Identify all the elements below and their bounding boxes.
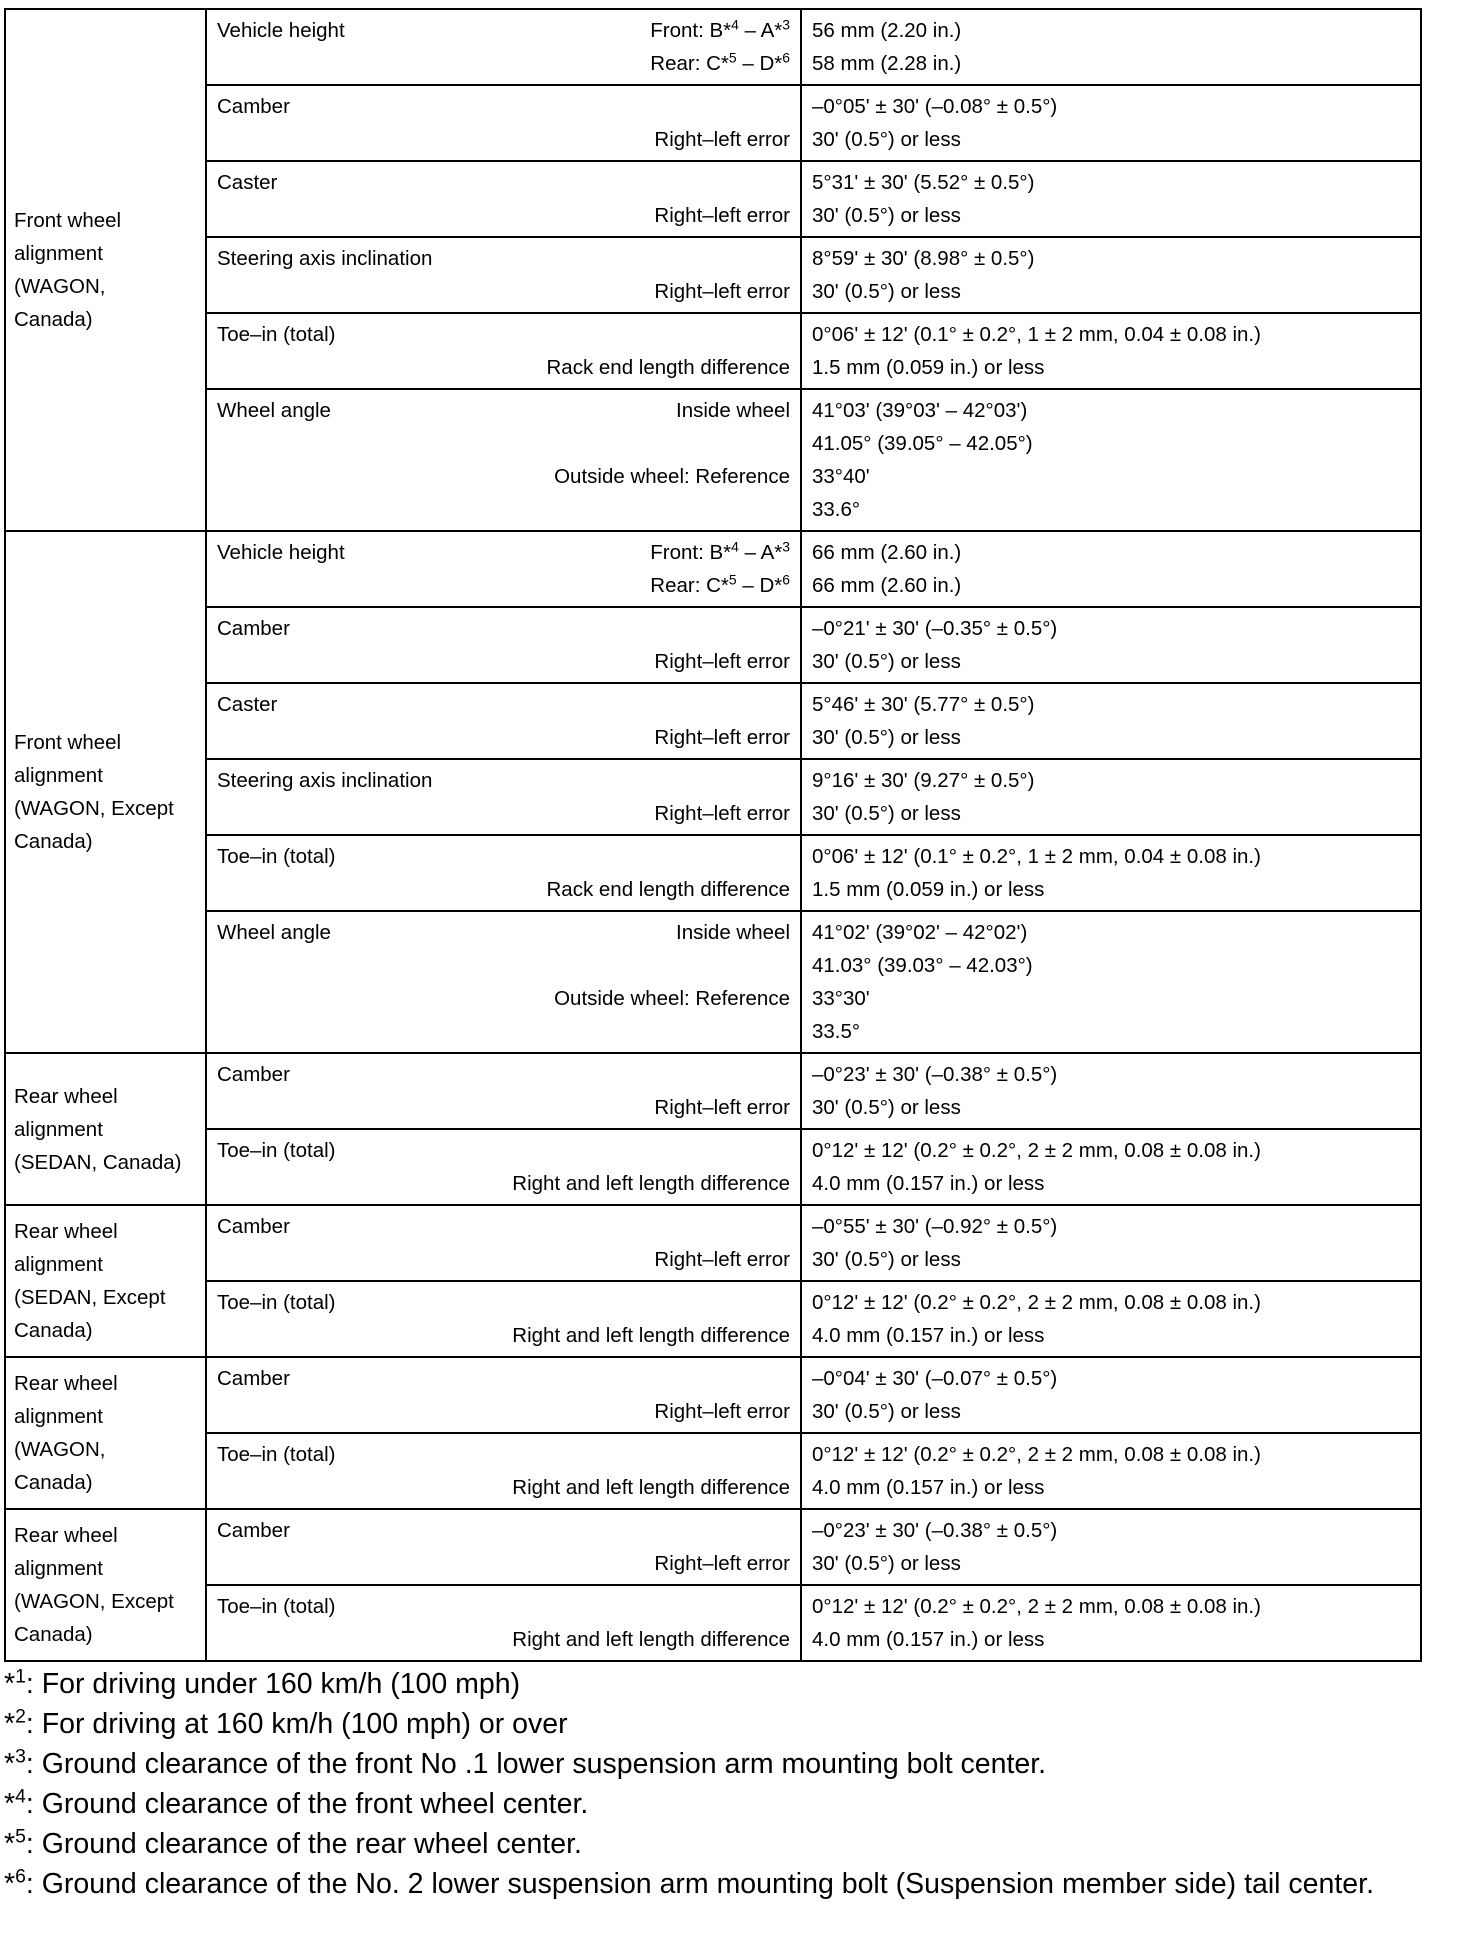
spec-item-label: Camber — [217, 1215, 290, 1238]
spec-value: 0°12' ± 12' (0.2° ± 0.2°, 2 ± 2 mm, 0.08 ± 0.08 in.) — [812, 1595, 1261, 1618]
spec-item-cell — [206, 683, 801, 759]
spec-item-line — [217, 1395, 790, 1428]
condition-text: – D* — [736, 574, 783, 597]
footnote — [4, 1664, 1374, 1704]
section-title: Front wheel alignment (WAGON, Except Canada) — [14, 731, 174, 853]
spec-item-condition: Inside wheel — [676, 921, 790, 944]
spec-item-label: Toe–in (total) — [217, 1139, 336, 1162]
spec-item-line — [217, 1243, 790, 1276]
spec-table-body — [5, 9, 1421, 1661]
spec-row — [5, 389, 1421, 531]
section-title-cell — [5, 1357, 206, 1509]
footnote-ref: 5 — [728, 49, 737, 66]
footnote-ref: 3 — [782, 538, 790, 555]
spec-value: 66 mm (2.60 in.) — [812, 541, 962, 564]
spec-value: 0°12' ± 12' (0.2° ± 0.2°, 2 ± 2 mm, 0.08 ± 0.08 in.) — [812, 1291, 1261, 1314]
spec-item-label: Toe–in (total) — [217, 1443, 336, 1466]
spec-row — [5, 237, 1421, 313]
spec-value-cell — [801, 161, 1421, 237]
spec-item-line — [217, 916, 790, 949]
spec-value: 30' (0.5°) or less — [812, 1552, 961, 1575]
footnote-mark: * — [4, 1708, 16, 1740]
spec-item-condition: Right and left length difference — [512, 1476, 790, 1499]
section-title: Rear wheel alignment (WAGON, Canada) — [14, 1372, 118, 1494]
spec-value: –0°23' ± 30' (–0.38° ± 0.5°) — [812, 1063, 1058, 1086]
spec-item-label: Wheel angle — [217, 399, 331, 422]
spec-value: 33.6° — [812, 498, 861, 521]
section-title: Rear wheel alignment (SEDAN, Except Canada) — [14, 1220, 166, 1342]
spec-item-label: Steering axis inclination — [217, 769, 433, 792]
spec-value-cell — [801, 607, 1421, 683]
footnote — [4, 1784, 1374, 1824]
spec-value-cell — [801, 759, 1421, 835]
spec-item-condition: Right and left length difference — [512, 1324, 790, 1347]
spec-value: 9°16' ± 30' (9.27° ± 0.5°) — [812, 769, 1035, 792]
spec-item-line — [217, 427, 790, 460]
spec-item-cell — [206, 759, 801, 835]
section-title: Front wheel alignment (WAGON, Canada) — [14, 209, 122, 331]
spec-item-condition: Rack end length difference — [546, 356, 790, 379]
spec-item-line — [217, 1286, 790, 1319]
spec-value-cell — [801, 1585, 1421, 1661]
footnote — [4, 1744, 1374, 1784]
spec-value: 1.5 mm (0.059 in.) or less — [812, 878, 1045, 901]
spec-item-label: Toe–in (total) — [217, 1595, 336, 1618]
spec-value: –0°05' ± 30' (–0.08° ± 0.5°) — [812, 95, 1058, 118]
spec-row — [5, 683, 1421, 759]
spec-row — [5, 161, 1421, 237]
footnote-text: : Ground clearance of the front No .1 lower suspension arm mounting bolt center. — [25, 1748, 1047, 1780]
footnote-ref: 6 — [782, 49, 790, 66]
spec-item-line — [217, 721, 790, 754]
spec-item-line — [217, 351, 790, 384]
spec-item-condition: Right–left error — [654, 1248, 790, 1271]
condition-text: Front: B* — [650, 19, 732, 42]
spec-item-line — [217, 645, 790, 678]
spec-value: 5°46' ± 30' (5.77° ± 0.5°) — [812, 693, 1035, 716]
spec-item-label: Toe–in (total) — [217, 1291, 336, 1314]
spec-item-label: Camber — [217, 95, 290, 118]
spec-item-condition: Right–left error — [654, 204, 790, 227]
spec-row — [5, 1281, 1421, 1357]
spec-row — [5, 1053, 1421, 1129]
footnote — [4, 1824, 1374, 1864]
spec-row — [5, 911, 1421, 1053]
spec-value-cell — [801, 1281, 1421, 1357]
spec-value: 30' (0.5°) or less — [812, 726, 961, 749]
footnote-ref: 6 — [782, 571, 790, 588]
spec-item-condition — [650, 14, 790, 47]
spec-value: 4.0 mm (0.157 in.) or less — [812, 1476, 1045, 1499]
spec-item-line — [217, 688, 790, 721]
spec-item-condition: Rack end length difference — [546, 878, 790, 901]
spec-item-line — [217, 764, 790, 797]
spec-row — [5, 759, 1421, 835]
condition-text: Rear: C* — [650, 574, 729, 597]
spec-item-label: Camber — [217, 1063, 290, 1086]
spec-item-line — [217, 318, 790, 351]
spec-item-cell — [206, 9, 801, 85]
section-title: Rear wheel alignment (SEDAN, Canada) — [14, 1084, 182, 1174]
spec-item-line — [217, 166, 790, 199]
spec-item-cell — [206, 1357, 801, 1433]
spec-value: 4.0 mm (0.157 in.) or less — [812, 1628, 1045, 1651]
spec-item-condition: Right–left error — [654, 128, 790, 151]
spec-item-line — [217, 90, 790, 123]
spec-value: 41°02' (39°02' – 42°02') — [812, 921, 1028, 944]
spec-item-label: Caster — [217, 171, 278, 194]
footnote-number: 5 — [15, 1825, 26, 1848]
spec-value-cell — [801, 9, 1421, 85]
spec-item-cell — [206, 85, 801, 161]
spec-item-line — [217, 797, 790, 830]
spec-value-cell — [801, 1357, 1421, 1433]
spec-value-cell — [801, 683, 1421, 759]
spec-item-condition: Right and left length difference — [512, 1172, 790, 1195]
spec-item-line — [217, 1590, 790, 1623]
spec-value: 30' (0.5°) or less — [812, 204, 961, 227]
footnote-text: : Ground clearance of the rear wheel center. — [25, 1828, 582, 1860]
spec-item-condition: Right and left length difference — [512, 1628, 790, 1651]
spec-item-label: Vehicle height — [217, 19, 345, 42]
spec-value: –0°04' ± 30' (–0.07° ± 0.5°) — [812, 1367, 1058, 1390]
spec-item-cell — [206, 607, 801, 683]
spec-value: 0°12' ± 12' (0.2° ± 0.2°, 2 ± 2 mm, 0.08 ± 0.08 in.) — [812, 1443, 1261, 1466]
spec-item-line — [217, 873, 790, 906]
footnote-mark: * — [4, 1788, 16, 1820]
spec-row — [5, 531, 1421, 607]
spec-item-line — [217, 1167, 790, 1200]
spec-value: 1.5 mm (0.059 in.) or less — [812, 356, 1045, 379]
spec-row — [5, 1129, 1421, 1205]
spec-item-cell — [206, 1433, 801, 1509]
spec-row — [5, 1509, 1421, 1585]
spec-item-label: Toe–in (total) — [217, 323, 336, 346]
spec-row — [5, 607, 1421, 683]
spec-item-condition: Right–left error — [654, 1552, 790, 1575]
footnote-mark: * — [4, 1868, 16, 1900]
spec-value: 33.5° — [812, 1020, 861, 1043]
spec-value: 56 mm (2.20 in.) — [812, 19, 962, 42]
spec-item-cell — [206, 161, 801, 237]
spec-value-cell — [801, 531, 1421, 607]
spec-row — [5, 835, 1421, 911]
spec-item-line — [217, 1362, 790, 1395]
spec-value: 0°12' ± 12' (0.2° ± 0.2°, 2 ± 2 mm, 0.08 ± 0.08 in.) — [812, 1139, 1261, 1162]
condition-text: – D* — [736, 52, 783, 75]
spec-value: 58 mm (2.28 in.) — [812, 52, 962, 75]
spec-item-line — [217, 1547, 790, 1580]
spec-item-condition: Outside wheel: Reference — [554, 987, 790, 1010]
spec-item-cell — [206, 1053, 801, 1129]
footnote-number: 2 — [15, 1705, 26, 1728]
spec-value: 33°40' — [812, 465, 870, 488]
section-title-cell — [5, 9, 206, 531]
spec-value: 41.05° (39.05° – 42.05°) — [812, 432, 1033, 455]
section-title-cell — [5, 531, 206, 1053]
spec-value: 0°06' ± 12' (0.1° ± 0.2°, 1 ± 2 mm, 0.04 ± 0.08 in.) — [812, 845, 1261, 868]
spec-row — [5, 85, 1421, 161]
condition-text: Front: B* — [650, 541, 732, 564]
spec-item-condition: Outside wheel: Reference — [554, 465, 790, 488]
spec-item-condition: Right–left error — [654, 802, 790, 825]
footnote-number: 3 — [15, 1745, 26, 1768]
spec-value: 30' (0.5°) or less — [812, 802, 961, 825]
spec-value-cell — [801, 389, 1421, 531]
spec-value: 30' (0.5°) or less — [812, 650, 961, 673]
spec-item-line — [217, 1134, 790, 1167]
spec-item-cell — [206, 1585, 801, 1661]
spec-item-cell — [206, 1129, 801, 1205]
spec-value: 5°31' ± 30' (5.52° ± 0.5°) — [812, 171, 1035, 194]
spec-item-line — [217, 123, 790, 156]
spec-item-line — [217, 1210, 790, 1243]
spec-item-line — [217, 14, 790, 47]
wheel-alignment-spec-table — [4, 8, 1422, 1662]
spec-item-cell — [206, 1281, 801, 1357]
spec-item-line — [217, 982, 790, 1015]
spec-value-cell — [801, 85, 1421, 161]
section-title-cell — [5, 1509, 206, 1661]
spec-item-label: Camber — [217, 1519, 290, 1542]
spec-item-cell — [206, 389, 801, 531]
spec-row — [5, 1585, 1421, 1661]
spec-item-line — [217, 1514, 790, 1547]
condition-text: – A* — [738, 541, 783, 564]
spec-row — [5, 9, 1421, 85]
spec-item-line — [217, 569, 790, 602]
footnote-text: : Ground clearance of the front wheel center. — [25, 1788, 589, 1820]
spec-row — [5, 1433, 1421, 1509]
spec-row — [5, 1357, 1421, 1433]
footnote-mark: * — [4, 1828, 16, 1860]
spec-value: 30' (0.5°) or less — [812, 280, 961, 303]
footnote-ref: 3 — [782, 16, 790, 33]
spec-item-line — [217, 460, 790, 493]
spec-item-line — [217, 493, 790, 526]
spec-value-cell — [801, 1053, 1421, 1129]
footnote — [4, 1864, 1374, 1904]
spec-item-line — [217, 1471, 790, 1504]
spec-value: 66 mm (2.60 in.) — [812, 574, 962, 597]
spec-value: 41°03' (39°03' – 42°03') — [812, 399, 1028, 422]
spec-item-label: Camber — [217, 617, 290, 640]
spec-value-cell — [801, 911, 1421, 1053]
condition-text: – A* — [738, 19, 783, 42]
spec-item-label: Camber — [217, 1367, 290, 1390]
footnote — [4, 1704, 1374, 1744]
spec-item-line — [217, 1058, 790, 1091]
spec-item-label: Steering axis inclination — [217, 247, 433, 270]
spec-row — [5, 1205, 1421, 1281]
spec-item-condition: Right–left error — [654, 726, 790, 749]
spec-value-cell — [801, 1129, 1421, 1205]
footnote-number: 1 — [15, 1665, 26, 1688]
spec-item-line — [217, 275, 790, 308]
spec-item-label: Toe–in (total) — [217, 845, 336, 868]
spec-value: 8°59' ± 30' (8.98° ± 0.5°) — [812, 247, 1035, 270]
spec-item-line — [217, 1091, 790, 1124]
spec-item-line — [217, 1319, 790, 1352]
spec-item-line — [217, 1623, 790, 1656]
footnote-mark: * — [4, 1668, 16, 1700]
spec-item-line — [217, 949, 790, 982]
spec-item-line — [217, 1438, 790, 1471]
spec-item-label: Wheel angle — [217, 921, 331, 944]
spec-item-label: Caster — [217, 693, 278, 716]
spec-item-line — [217, 394, 790, 427]
footnote-ref: 5 — [728, 571, 737, 588]
spec-item-cell — [206, 835, 801, 911]
spec-item-line — [217, 536, 790, 569]
footnote-mark: * — [4, 1748, 16, 1780]
footnotes — [4, 1664, 1374, 1904]
footnote-text: : For driving under 160 km/h (100 mph) — [25, 1668, 521, 1700]
footnote-number: 6 — [15, 1865, 26, 1888]
spec-item-condition — [650, 47, 790, 80]
spec-item-cell — [206, 1509, 801, 1585]
spec-item-line — [217, 242, 790, 275]
spec-item-condition — [650, 569, 790, 602]
spec-item-cell — [206, 313, 801, 389]
spec-item-label: Vehicle height — [217, 541, 345, 564]
footnote-ref: 4 — [731, 16, 739, 33]
spec-value-cell — [801, 1509, 1421, 1585]
spec-item-condition: Right–left error — [654, 650, 790, 673]
spec-value: –0°23' ± 30' (–0.38° ± 0.5°) — [812, 1519, 1058, 1542]
section-title-cell — [5, 1053, 206, 1205]
spec-value: 33°30' — [812, 987, 870, 1010]
footnote-text: : For driving at 160 km/h (100 mph) or over — [25, 1708, 568, 1740]
footnote-text: : Ground clearance of the No. 2 lower suspension arm mounting bolt (Suspension member side) tail center. — [25, 1868, 1374, 1900]
spec-value: 4.0 mm (0.157 in.) or less — [812, 1324, 1045, 1347]
spec-item-line — [217, 199, 790, 232]
spec-value-cell — [801, 835, 1421, 911]
section-title: Rear wheel alignment (WAGON, Except Canada) — [14, 1524, 174, 1646]
spec-item-condition: Right–left error — [654, 1096, 790, 1119]
condition-text: Rear: C* — [650, 52, 729, 75]
spec-value: 30' (0.5°) or less — [812, 128, 961, 151]
spec-item-condition: Right–left error — [654, 280, 790, 303]
spec-item-cell — [206, 237, 801, 313]
spec-row — [5, 313, 1421, 389]
spec-value-cell — [801, 313, 1421, 389]
footnote-number: 4 — [15, 1785, 26, 1808]
spec-item-cell — [206, 531, 801, 607]
spec-item-line — [217, 47, 790, 80]
spec-value: 0°06' ± 12' (0.1° ± 0.2°, 1 ± 2 mm, 0.04 ± 0.08 in.) — [812, 323, 1261, 346]
spec-value: 30' (0.5°) or less — [812, 1248, 961, 1271]
spec-value-cell — [801, 1205, 1421, 1281]
spec-item-cell — [206, 1205, 801, 1281]
spec-item-condition: Inside wheel — [676, 399, 790, 422]
spec-item-line — [217, 612, 790, 645]
spec-value: 4.0 mm (0.157 in.) or less — [812, 1172, 1045, 1195]
spec-item-line — [217, 1015, 790, 1048]
spec-item-cell — [206, 911, 801, 1053]
spec-item-condition — [650, 536, 790, 569]
spec-value: –0°55' ± 30' (–0.92° ± 0.5°) — [812, 1215, 1058, 1238]
spec-item-condition: Right–left error — [654, 1400, 790, 1423]
spec-value: –0°21' ± 30' (–0.35° ± 0.5°) — [812, 617, 1058, 640]
section-title-cell — [5, 1205, 206, 1357]
spec-item-line — [217, 840, 790, 873]
spec-value: 30' (0.5°) or less — [812, 1400, 961, 1423]
spec-value-cell — [801, 237, 1421, 313]
spec-value-cell — [801, 1433, 1421, 1509]
spec-value: 30' (0.5°) or less — [812, 1096, 961, 1119]
spec-value: 41.03° (39.03° – 42.03°) — [812, 954, 1033, 977]
footnote-ref: 4 — [731, 538, 739, 555]
